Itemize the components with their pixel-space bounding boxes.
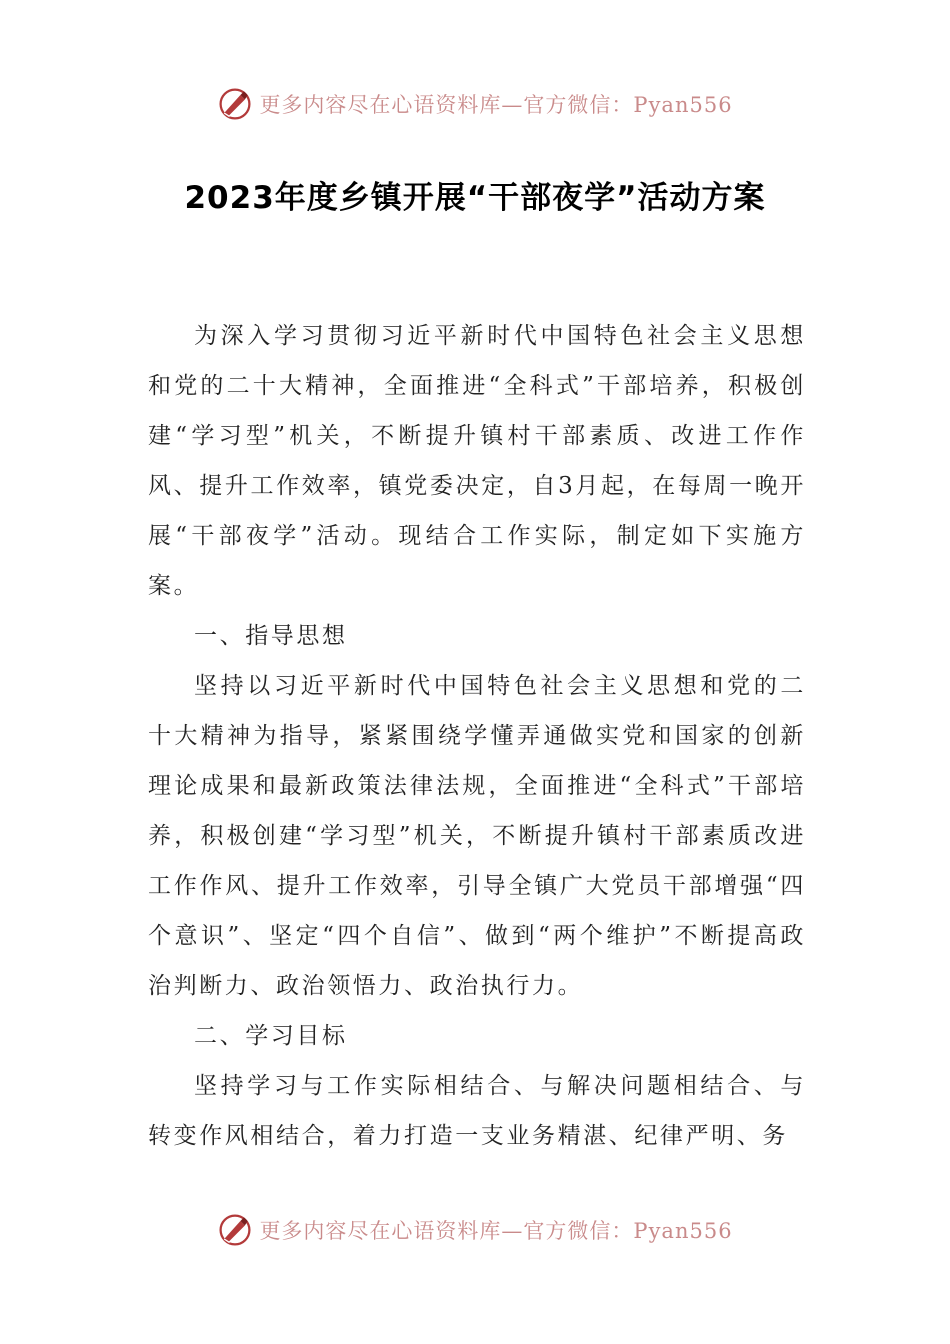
pen-nib-logo-icon	[217, 1212, 253, 1248]
watermark-text: 更多内容尽在心语资料库—官方微信：Pyan556	[259, 1219, 733, 1243]
watermark-text: 更多内容尽在心语资料库—官方微信：Pyan556	[259, 93, 733, 117]
document-title: 2023年度乡镇开展“干部夜学”活动方案	[184, 180, 766, 216]
guiding-ideology-paragraph: 坚持以习近平新时代中国特色社会主义思想和党的二十大精神为指导，紧紧围绕学懂弄通做实党和国家的创新理论成果和最新政策法律法规，全面推进“全科式”干部培养，积极创建“学习型”机关，不断提升镇村干部素质改进工作作风、提升工作效率，引导全镇广大党员干部增强“四个意识”、坚定“四个自信”、做到“两个维护”不断提高政治判断力、政治领悟力、政治执行力。	[148, 673, 806, 999]
intro-paragraph: 为深入学习贯彻习近平新时代中国特色社会主义思想和党的二十大精神，全面推进“全科式”干部培养，积极创建“学习型”机关，不断提升镇村干部素质、改进工作作风、提升工作效率，镇党委决定，自3月起，在每周一晚开展“干部夜学”活动。现结合工作实际，制定如下实施方案。	[148, 323, 806, 599]
document-body	[148, 311, 806, 1161]
section-heading-learning-goals: 二、学习目标	[194, 1023, 348, 1049]
footer-watermark-banner	[0, 1210, 950, 1250]
pen-nib-logo-icon	[217, 86, 253, 122]
header-watermark-banner	[0, 84, 950, 124]
section-heading-guiding-ideology: 一、指导思想	[194, 623, 348, 649]
learning-goals-paragraph: 坚持学习与工作实际相结合、与解决问题相结合、与转变作风相结合，着力打造一支业务精湛、纪律严明、务	[148, 1073, 806, 1149]
